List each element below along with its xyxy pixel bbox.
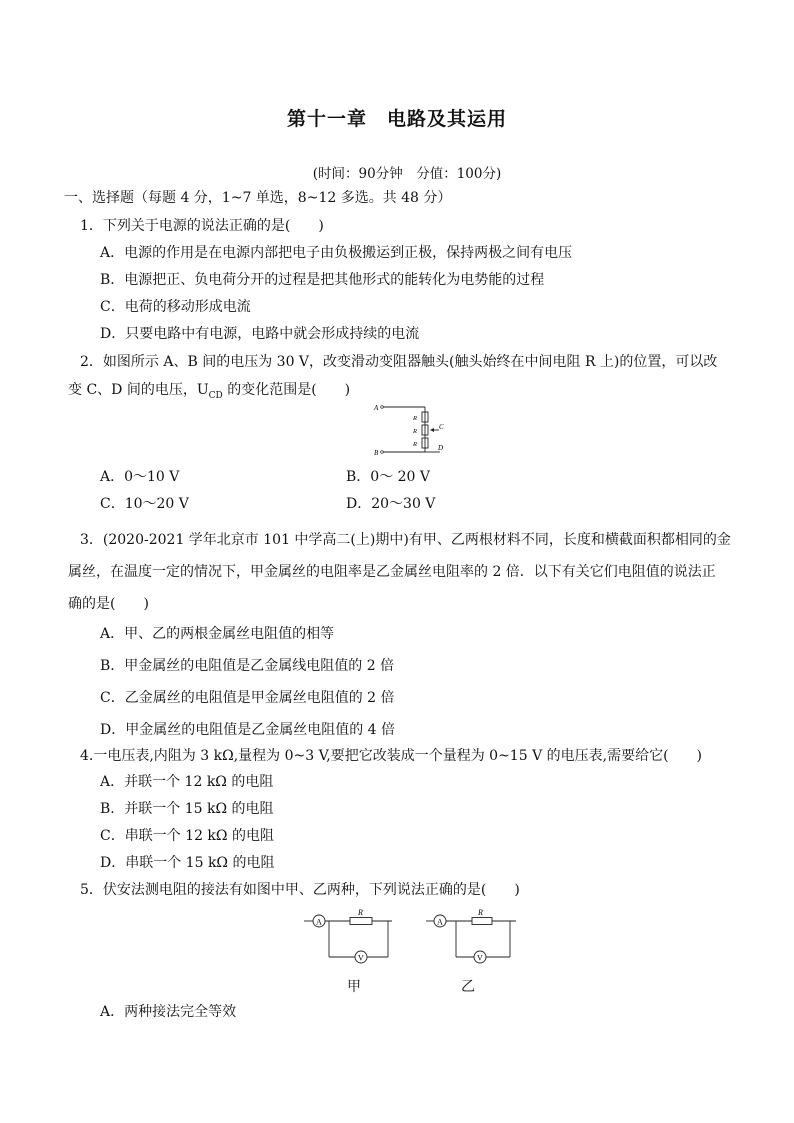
q1-option-b: B．电源把正、负电荷分开的过程是把其他形式的能转化为电势能的过程 xyxy=(100,272,545,288)
fig-label-b: B xyxy=(374,449,379,457)
q5-caption-jia: 甲 xyxy=(347,979,361,995)
q1-option-a: A．电源的作用是在电源内部把电子由负极搬运到正极，保持两极之间有电压 xyxy=(100,245,573,261)
q3-option-c: C．乙金属丝的电阻值是甲金属丝电阻值的 2 倍 xyxy=(100,690,395,706)
q3-option-b: B．甲金属丝的电阻值是乙金属线电阻值的 2 倍 xyxy=(100,658,395,674)
q5-option-a: A．两种接法完全等效 xyxy=(100,1004,237,1020)
q2-option-a: A．0～10 V xyxy=(100,469,180,485)
q5-stem: 5．伏安法测电阻的接法有如图中甲、乙两种，下列说法正确的是( ) xyxy=(80,882,520,898)
q5-circuit-yi-figure xyxy=(424,906,518,966)
ammeter-label-yi: A xyxy=(437,917,443,927)
q3-line1: 3．(2020-2021 学年北京市 101 中学高二(上)期中)有甲、乙两根材料不同，长度和横截面积都相同的金 xyxy=(80,532,731,548)
chapter-title: 第十一章 电路及其运用 xyxy=(286,108,507,130)
resistor-label-jia: R xyxy=(358,908,363,917)
q4-option-c: C．串联一个 12 kΩ 的电阻 xyxy=(100,828,274,844)
q1-option-d: D．只要电路中有电源，电路中就会形成持续的电流 xyxy=(100,326,420,342)
q2-divider-circuit-figure xyxy=(372,402,452,458)
voltmeter-label-yi: V xyxy=(477,953,483,963)
q2-option-b: B．0～ 20 V xyxy=(346,469,431,485)
q4-option-a: A．并联一个 12 kΩ 的电阻 xyxy=(100,774,274,790)
q5-circuit-jia-figure xyxy=(302,906,394,966)
q1-option-c: C．电荷的移动形成电流 xyxy=(100,299,251,315)
fig-label-r1: R xyxy=(413,415,417,422)
fig-label-a: A xyxy=(374,404,379,412)
q3-option-d: D．甲金属丝的电阻值是乙金属丝电阻值的 4 倍 xyxy=(100,722,396,738)
q4-stem: 4.一电压表,内阻为 3 kΩ,量程为 0~3 V,要把它改装成一个量程为 0~15 V 的电压表,需要给它( ) xyxy=(80,748,703,764)
fig-label-c: C xyxy=(439,423,444,431)
q3-option-a: A．甲、乙的两根金属丝电阻值的相等 xyxy=(100,626,335,642)
fig-label-r2: R xyxy=(413,428,417,435)
q4-option-d: D．串联一个 15 kΩ 的电阻 xyxy=(100,855,275,871)
q2-line2: 变 C、D 间的电压，$U_{CD}$ 的变化范围是( ) xyxy=(68,382,351,401)
q4-option-b: B．并联一个 15 kΩ 的电阻 xyxy=(100,801,274,817)
q1-stem: 1．下列关于电源的说法正确的是( ) xyxy=(80,218,324,234)
q2-line1: 2．如图所示 A、B 间的电压为 30 V，改变滑动变阻器触头(触头始终在中间电阻 R 上)的位置，可以改 xyxy=(80,354,718,370)
q3-line2: 属丝，在温度一定的情况下，甲金属丝的电阻率是乙金属丝电阻率的 2 倍．以下有关它们电阻值的说法正 xyxy=(68,564,716,580)
ammeter-label-jia: A xyxy=(316,917,322,927)
section-heading: 一、选择题（每题 4 分，1~7 单选，8~12 多选。共 48 分） xyxy=(64,190,452,206)
q2-option-d: D．20～30 V xyxy=(346,496,436,512)
voltmeter-label-jia: V xyxy=(358,953,364,963)
q3-line3: 确的是( ) xyxy=(68,596,149,612)
time-score-info: (时间：90分钟 分值：100分) xyxy=(312,166,502,182)
q5-caption-yi: 乙 xyxy=(461,979,475,995)
fig-label-d: D xyxy=(438,444,444,452)
resistor-label-yi: R xyxy=(478,908,483,917)
q2-option-c: C．10～20 V xyxy=(100,496,189,512)
fig-label-r3: R xyxy=(413,441,417,448)
